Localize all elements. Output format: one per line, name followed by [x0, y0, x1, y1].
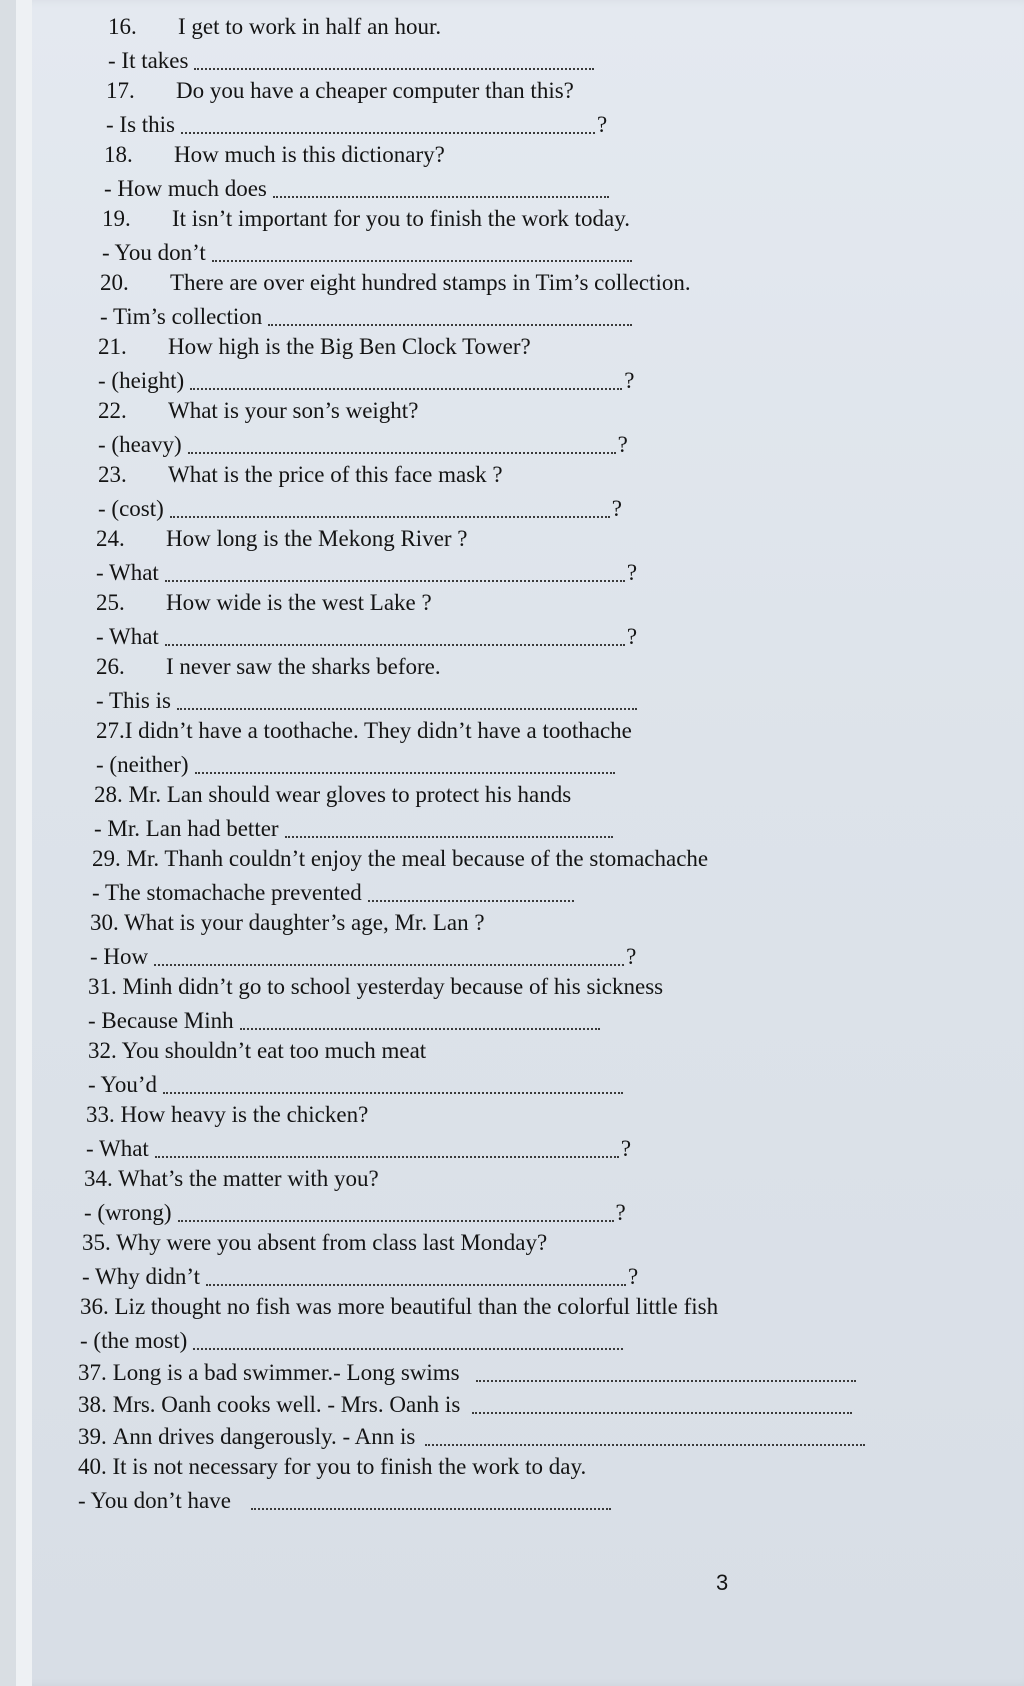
answer-32: - You’d [88, 1068, 988, 1100]
question-33: 33. How heavy is the chicken? [86, 1102, 369, 1127]
question-17: 17. Do you have a cheaper computer than this? [106, 78, 574, 103]
question-28: 28. Mr. Lan should wear gloves to protect his hands [94, 782, 572, 807]
question-24: 24. How long is the Mekong River ? [96, 526, 468, 551]
answer-blank[interactable] [472, 1394, 852, 1414]
answer-blank[interactable] [163, 1074, 623, 1094]
worksheet-page [16, 0, 1024, 1686]
question-26: 26. I never saw the sharks before. [96, 654, 441, 679]
question-40: 40. It is not necessary for you to finish the work to day. [78, 1454, 587, 1479]
answer-blank[interactable] [170, 498, 610, 518]
answer-blank[interactable] [194, 50, 594, 70]
answer-33: - What ? [86, 1136, 632, 1161]
answer-blank[interactable] [181, 114, 595, 134]
answer-blank[interactable] [368, 882, 574, 902]
answer-blank[interactable] [212, 242, 632, 262]
answer-blank[interactable] [178, 1202, 614, 1222]
question-16: 16. I get to work in half an hour. [108, 14, 442, 39]
answer-25: - What ? [96, 624, 638, 649]
answer-17: - Is this ? [106, 112, 608, 137]
answer-blank[interactable] [268, 306, 632, 326]
answer-18: - How much does [104, 172, 988, 204]
answer-40: - You don’t have [78, 1484, 988, 1516]
answer-blank[interactable] [273, 178, 609, 198]
question-35: 35. Why were you absent from class last Monday? [82, 1230, 548, 1255]
answer-20: - Tim’s collection [100, 300, 988, 332]
question-34: 34. What’s the matter with you? [84, 1166, 379, 1191]
question-37: 37. Long is a bad swimmer.- Long swims [78, 1356, 988, 1388]
answer-21: - (height) ? [98, 368, 635, 393]
page-edge [16, 0, 32, 1686]
question-23: 23. What is the price of this face mask ? [98, 462, 503, 487]
answer-blank[interactable] [165, 562, 625, 582]
answer-blank[interactable] [425, 1426, 865, 1446]
question-18: 18. How much is this dictionary? [104, 142, 445, 167]
page-number: 3 [716, 1570, 729, 1595]
answer-blank[interactable] [251, 1490, 611, 1510]
answer-blank[interactable] [193, 1330, 623, 1350]
answer-28: - Mr. Lan had better [94, 812, 988, 844]
answer-blank[interactable] [240, 1010, 600, 1030]
answer-34: - (wrong) ? [84, 1200, 626, 1225]
answer-27: - (neither) [96, 748, 988, 780]
question-39: 39. Ann drives dangerously. - Ann is [78, 1420, 988, 1452]
question-19: 19. It isn’t important for you to finish the work today. [102, 206, 631, 231]
question-36: 36. Liz thought no fish was more beautiful than the colorful little fish [80, 1294, 719, 1319]
answer-30: - How ? [90, 944, 637, 969]
answer-blank[interactable] [195, 754, 615, 774]
question-29: 29. Mr. Thanh couldn’t enjoy the meal because of the stomachache [92, 846, 709, 871]
question-32: 32. You shouldn’t eat too much meat [88, 1038, 427, 1063]
answer-blank[interactable] [188, 434, 616, 454]
answer-26: - This is [96, 684, 988, 716]
answer-24: - What ? [96, 560, 638, 585]
question-21: 21. How high is the Big Ben Clock Tower? [98, 334, 531, 359]
question-20: 20. There are over eight hundred stamps in Tim’s collection. [100, 270, 691, 295]
answer-29: - The stomachache prevented [92, 876, 988, 908]
answer-22: - (heavy) ? [98, 432, 628, 457]
answer-35: - Why didn’t ? [82, 1264, 639, 1289]
answer-blank[interactable] [206, 1266, 626, 1286]
question-25: 25. How wide is the west Lake ? [96, 590, 432, 615]
answer-blank[interactable] [177, 690, 637, 710]
answer-23: - (cost) ? [98, 496, 622, 521]
question-27: 27.I didn’t have a toothache. They didn’t have a toothache [96, 718, 632, 743]
exercise-list [68, 12, 988, 1516]
answer-blank[interactable] [476, 1362, 856, 1382]
answer-36: - (the most) [80, 1324, 988, 1356]
answer-31: - Because Minh [88, 1004, 988, 1036]
answer-blank[interactable] [154, 946, 624, 966]
answer-19: - You don’t [102, 236, 988, 268]
answer-blank[interactable] [165, 626, 625, 646]
answer-blank[interactable] [285, 818, 613, 838]
question-38: 38. Mrs. Oanh cooks well. - Mrs. Oanh is [78, 1388, 988, 1420]
answer-blank[interactable] [155, 1138, 619, 1158]
answer-blank[interactable] [190, 370, 622, 390]
answer-16: - It takes [108, 44, 988, 76]
question-30: 30. What is your daughter’s age, Mr. Lan ? [90, 910, 485, 935]
question-31: 31. Minh didn’t go to school yesterday because of his sickness [88, 974, 664, 999]
question-22: 22. What is your son’s weight? [98, 398, 419, 423]
